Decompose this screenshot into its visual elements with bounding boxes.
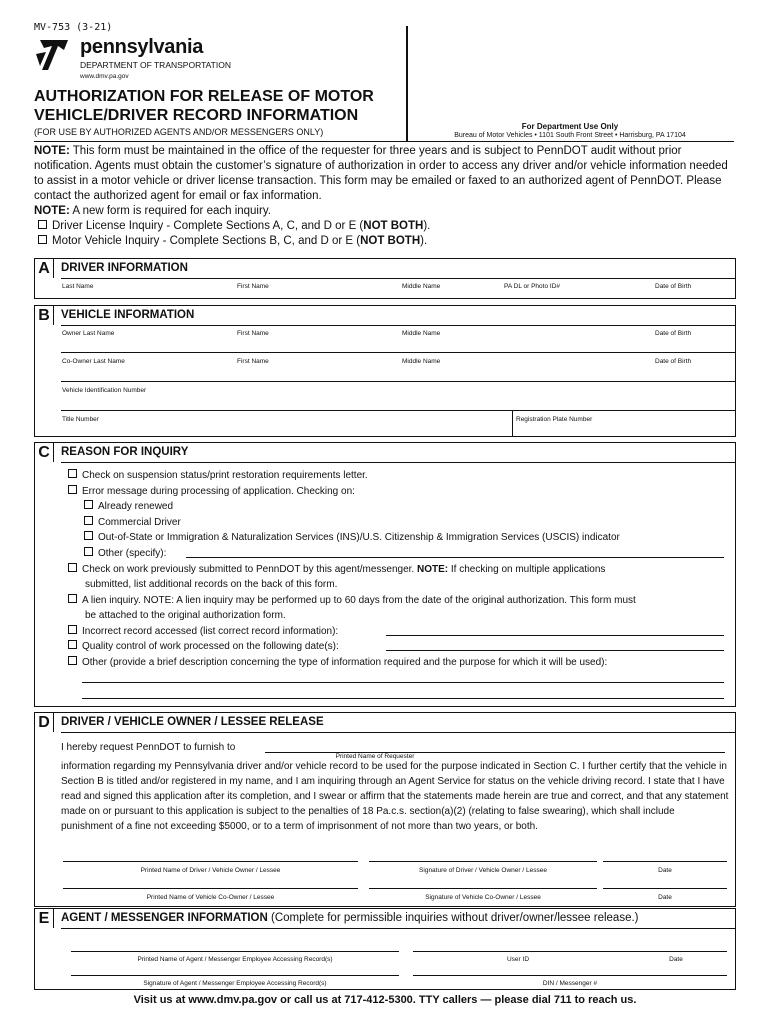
owner-last-name-field[interactable]: Owner Last Name: [62, 330, 115, 337]
user-id-label: User ID: [506, 956, 530, 963]
driver-dob-field[interactable]: Date of Birth: [655, 283, 692, 290]
motor-vehicle-inquiry-checkbox[interactable]: [38, 235, 47, 244]
agent-signature-label: Signature of Agent / Messenger Employee Accessing Record(s): [143, 980, 327, 987]
coowner-printed-name-label: Printed Name of Vehicle Co-Owner / Lessee: [146, 894, 275, 901]
din-line[interactable]: [413, 975, 727, 976]
registration-plate-field[interactable]: Registration Plate Number: [516, 416, 593, 423]
coowner-date-label: Date: [658, 894, 672, 901]
driver-license-inquiry-checkbox[interactable]: [38, 220, 47, 229]
header-divider: [406, 26, 408, 141]
owner-middle-name-field[interactable]: Middle Name: [402, 330, 441, 337]
form-title-line2: VEHICLE/DRIVER RECORD INFORMATION: [34, 107, 359, 124]
section-d: [34, 712, 736, 907]
user-id-line[interactable]: [413, 951, 727, 952]
driver-date-line[interactable]: [603, 861, 727, 862]
agent-signature-line[interactable]: [71, 975, 399, 976]
reason-other[interactable]: Other (provide a brief description concerning the type of information required and the purpose for which it will be used):: [68, 655, 607, 671]
driver-printed-name-label: Printed Name of Driver / Vehicle Owner / Lessee: [140, 867, 281, 874]
section-a-letter: A: [35, 259, 54, 278]
section-b: [34, 305, 736, 437]
owner-dob-field[interactable]: Date of Birth: [655, 330, 692, 337]
incorrect-record-line[interactable]: [386, 635, 724, 636]
reason-other-checkbox[interactable]: [68, 656, 77, 665]
other-description-line-1[interactable]: [82, 682, 724, 683]
incorrect-record-checkbox[interactable]: [68, 625, 77, 634]
coowner-dob-field[interactable]: Date of Birth: [655, 358, 692, 365]
reason-work-check-cont: submitted, list additional records on the back of this form.: [85, 579, 338, 590]
website: www.dmv.pa.gov: [80, 73, 129, 80]
agent-date-label: Date: [669, 956, 683, 963]
note-label-2: NOTE:: [34, 205, 70, 217]
form-number: MV-753 (3-21): [34, 22, 113, 33]
section-d-title: DRIVER / VEHICLE OWNER / LESSEE RELEASE: [61, 716, 324, 728]
agent-printed-name-line[interactable]: [71, 951, 399, 952]
release-statement: information regarding my Pennsylvania driver and/or vehicle record to be used for the purpose indicated in Section C. I further certify that the vehicle in Section B is titled and/or registered in my name, and I am inquiring through an Agent Service for status on the vehicle driving record. I state that I have read and signed this application after its completion, and I swear or affirm that the statements made herein are true and correct, and that any statement made on or pursuant to this application is subject to the penalties of 18 Pa.c.s. section(a)(2) (relating to false swearing), which shall include punishment of a fine not exceeding $5000, or to a term of imprisonment of not more than two years, or both.: [61, 761, 729, 832]
driver-date-label: Date: [658, 867, 672, 874]
driver-first-name-field[interactable]: First Name: [237, 283, 269, 290]
motor-vehicle-inquiry-label: Motor Vehicle Inquiry - Complete Sections B, C, and D or E (: [52, 235, 361, 247]
reason-work-check[interactable]: Check on work previously submitted to PennDOT by this agent/messenger. NOTE: If checking on multiple applications: [68, 562, 605, 578]
reason-error-message-checkbox[interactable]: [68, 485, 77, 494]
reason-incorrect-record[interactable]: Incorrect record accessed (list correct record information):: [68, 624, 338, 640]
other-description-line-2[interactable]: [82, 698, 724, 699]
footer-contact: Visit us at www.dmv.pa.gov or call us at 717-412-5300. TTY callers — please dial 711 to reach us.: [133, 994, 637, 1006]
driver-middle-name-field[interactable]: Middle Name: [402, 283, 441, 290]
driver-license-number-field[interactable]: PA DL or Photo ID#: [504, 283, 561, 290]
vin-field[interactable]: Vehicle Identification Number: [62, 387, 147, 394]
request-text: I hereby request PennDOT to furnish to: [61, 742, 236, 753]
quality-control-checkbox[interactable]: [68, 640, 77, 649]
keystone-logo-icon: [34, 36, 72, 72]
quality-control-line[interactable]: [386, 650, 724, 651]
reason-error-message[interactable]: Error message during processing of application. Checking on:: [68, 484, 355, 500]
section-b-title: VEHICLE INFORMATION: [61, 309, 195, 321]
section-a-title: DRIVER INFORMATION: [61, 262, 188, 274]
driver-signature-label: Signature of Driver / Vehicle Owner / Lessee: [419, 867, 547, 874]
coowner-middle-name-field[interactable]: Middle Name: [402, 358, 441, 365]
other-specify-checkbox[interactable]: [84, 547, 93, 556]
coowner-printed-name-line[interactable]: [63, 888, 358, 889]
section-c: [34, 442, 736, 707]
commercial-driver-checkbox[interactable]: [84, 516, 93, 525]
section-c-title: REASON FOR INQUIRY: [61, 446, 189, 458]
bureau-address: Bureau of Motor Vehicles • 1101 South Front Street • Harrisburg, PA 17104: [454, 132, 686, 139]
section-b-letter: B: [35, 306, 54, 325]
other-specify-line[interactable]: [186, 557, 724, 558]
form-title-line1: AUTHORIZATION FOR RELEASE OF MOTOR: [34, 88, 374, 105]
coowner-signature-line[interactable]: [369, 888, 597, 889]
coowner-signature-label: Signature of Vehicle Co-Owner / Lessee: [425, 894, 541, 901]
work-check-checkbox[interactable]: [68, 563, 77, 572]
driver-printed-name-line[interactable]: [63, 861, 358, 862]
section-a: [34, 258, 736, 299]
department-use-label: For Department Use Only: [521, 122, 619, 131]
sub-other[interactable]: Other (specify):: [84, 546, 166, 562]
out-of-state-checkbox[interactable]: [84, 531, 93, 540]
driver-last-name-field[interactable]: Last Name: [62, 283, 94, 290]
note-text-2: A new form is required for each inquiry.: [69, 205, 271, 217]
reason-lien[interactable]: A lien inquiry. NOTE: A lien inquiry may be performed up to 60 days from the date of the original authorization. This form must: [68, 593, 636, 609]
coowner-last-name-field[interactable]: Co-Owner Last Name: [62, 358, 125, 365]
sub-out-of-state[interactable]: Out-of-State or Immigration & Naturalization Services (INS)/U.S. Citizenship & Immigration Services (USCIS) indicator: [84, 530, 620, 546]
reason-suspension-checkbox[interactable]: [68, 469, 77, 478]
driver-signature-line[interactable]: [369, 861, 597, 862]
sub-already-renewed[interactable]: Already renewed: [84, 499, 173, 515]
section-c-letter: C: [35, 443, 54, 462]
agent-printed-name-label: Printed Name of Agent / Messenger Employee Accessing Record(s): [137, 956, 333, 963]
requester-name-label: Printed Name of Requester: [335, 753, 415, 760]
section-e-title: AGENT / MESSENGER INFORMATION (Complete for permissible inquiries without driver/owner/lessee release.): [61, 912, 639, 924]
owner-first-name-field[interactable]: First Name: [237, 330, 269, 337]
reason-quality-control[interactable]: Quality control of work processed on the following date(s):: [68, 639, 339, 655]
department-name: DEPARTMENT OF TRANSPORTATION: [80, 60, 231, 70]
section-e: [34, 908, 736, 990]
brand-name: pennsylvania: [80, 36, 204, 58]
coowner-date-line[interactable]: [603, 888, 727, 889]
form-subtitle: (FOR USE BY AUTHORIZED AGENTS AND/OR MESSENGERS ONLY): [34, 127, 324, 137]
driver-license-inquiry-label: Driver License Inquiry - Complete Sections A, C, and D or E (: [52, 220, 364, 232]
title-number-field[interactable]: Title Number: [62, 416, 99, 423]
note-text: This form must be maintained in the office of the requester for three years and is subject to PennDOT audit without prior notification. Agents must obtain the customer’s signature of authorization in order to access any driver and/or vehicle information needed to assist in a motor vehicle or driver license transaction. This form may be emailed or faxed to an authorized agent of PennDOT. Please contact the authorized agent for email or fax information.: [34, 145, 728, 202]
note-label: NOTE:: [34, 145, 70, 157]
already-renewed-checkbox[interactable]: [84, 500, 93, 509]
header-rule: [34, 141, 734, 142]
sub-commercial-driver[interactable]: Commercial Driver: [84, 515, 181, 531]
lien-checkbox[interactable]: [68, 594, 77, 603]
section-d-letter: D: [35, 713, 54, 732]
coowner-first-name-field[interactable]: First Name: [237, 358, 269, 365]
din-label: DIN / Messenger #: [542, 980, 598, 987]
reason-suspension[interactable]: Check on suspension status/print restoration requirements letter.: [68, 468, 368, 484]
reason-lien-cont: be attached to the original authorization form.: [85, 610, 286, 621]
note-block: NOTE: This form must be maintained in the office of the requester for three years and is subject to PennDOT audit without prior notification. Agents must obtain the customer’s signature of authorization in order to access any driver and/or vehicle information needed to assist in a motor vehicle or driver license transaction. This form may be emailed or faxed to an authorized agent of PennDOT. Please contact the authorized agent for email or fax information. NOTE: A new form is required for each inquiry. Driver License Inquiry - Complete Sections A, C, and D or E (NOT BOTH). Motor Vehicle Inquiry - Complete Sections B, C, and D or E (NOT BOTH).: [34, 145, 728, 247]
section-e-letter: E: [35, 909, 54, 928]
